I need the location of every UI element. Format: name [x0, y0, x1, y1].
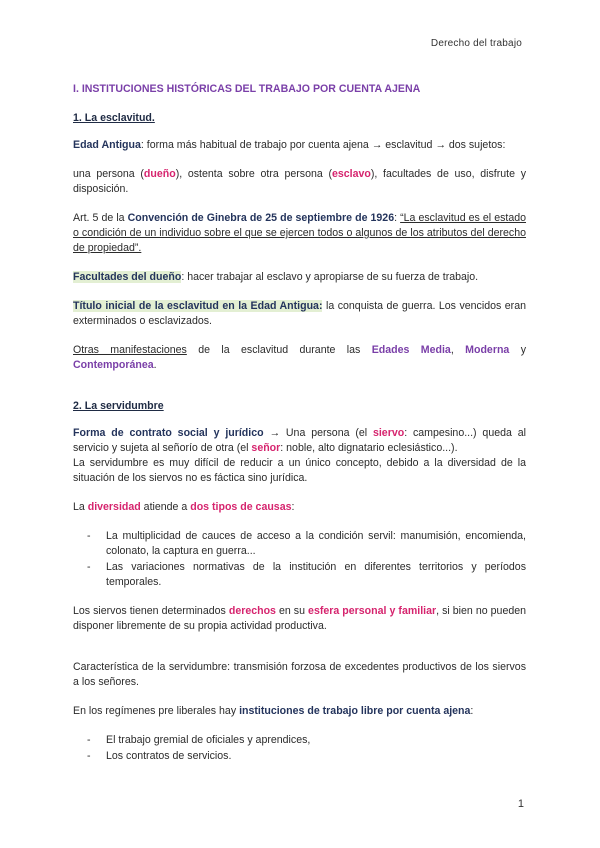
paragraph-edad-antigua: Edad Antigua: forma más habitual de trabajo por cuenta ajena → esclavitud → dos sujetos:: [73, 139, 506, 151]
term-diversidad: diversidad: [87, 501, 141, 513]
instituciones-list: [73, 733, 526, 764]
term-esclavo: esclavo: [332, 168, 371, 180]
paragraph-titulo-inicial: Título inicial de la esclavitud en la Edad Antigua: la conquista de guerra. Los vencidos eran exterminados o esclavizados.: [73, 300, 526, 327]
list-item: - Las variaciones normativas de la institución en diferentes territorios y períodos temporales.: [73, 560, 526, 590]
chapter-title: I. INSTITUCIONES HISTÓRICAS DEL TRABAJO POR CUENTA AJENA: [73, 83, 421, 95]
paragraph-convencion: Art. 5 de la Convención de Ginebra de 25 de septiembre de 1926: “La esclavitud es el estado o condición de un individuo sobre el que se ejercen todos o algunos de los atributos del derecho de propiedad”.: [73, 212, 527, 254]
term-dueno: dueño: [143, 168, 176, 180]
paragraph-forma-contrato: Forma de contrato social y jurídico → Una persona (el siervo: campesino...) queda al servicio y sujeta al señorío de otra (el señor: noble, alto dignatario eclesiástico...).: [73, 427, 526, 454]
paragraph-tipos-causas: La diversidad atiende a dos tipos de causas:: [73, 501, 295, 513]
section-heading-esclavitud: 1. La esclavitud.: [73, 112, 155, 124]
section-heading-servidumbre: 2. La servidumbre: [73, 400, 164, 412]
term-facultades: Facultades del dueño: [73, 271, 182, 283]
paragraph-regimenes: En los regímenes pre liberales hay instituciones de trabajo libre por cuenta ajena:: [73, 705, 474, 717]
term-forma-contrato: Forma de contrato social y jurídico: [73, 427, 264, 439]
term-titulo-inicial: Título inicial de la esclavitud en la Edad Antigua:: [73, 300, 323, 312]
paragraph-sujetos: una persona (dueño), ostenta sobre otra persona (esclavo), facultades de uso, disfrute y disposición.: [73, 168, 527, 195]
page-content: [73, 82, 526, 765]
paragraph-otras-manifestaciones: Otras manifestaciones de la esclavitud durante las Edades Media, Moderna y Contemporánea.: [73, 344, 526, 371]
term-edad-antigua: Edad Antigua: [73, 139, 141, 151]
page-number: 1: [517, 798, 524, 810]
paragraph-diversidad-concepto: La servidumbre es muy difícil de reducir a un único concepto, debido a la diversidad de la situación de los siervos no es fáctica sino jurídica.: [73, 457, 526, 484]
term-dos-tipos: dos tipos de causas: [190, 501, 292, 513]
paragraph-facultades: Facultades del dueño: hacer trabajar al esclavo y apropiarse de su fuerza de trabajo.: [73, 271, 479, 283]
term-esfera: esfera personal y familiar: [308, 605, 437, 617]
paragraph-derechos: Los siervos tienen determinados derechos en su esfera personal y familiar, si bien no pueden disponer libremente de su propia actividad productiva.: [73, 605, 527, 632]
paragraph-caracteristica: Característica de la servidumbre: transmisión forzosa de excedentes productivos de los siervos a los señores.: [73, 661, 526, 688]
term-convencion: Convención de Ginebra de 25 de septiembre de 1926: [127, 212, 395, 224]
list-item: - El trabajo gremial de oficiales y aprendices,: [73, 733, 526, 748]
definition-quote: “La esclavitud es el estado o condición de un individuo sobre el que se ejercen todos o algunos de los atributos del derecho de propiedad”.: [73, 212, 527, 254]
term-siervo: siervo: [372, 427, 405, 439]
otras-manifestaciones-link: Otras manifestaciones: [73, 344, 187, 356]
list-item: - Los contratos de servicios.: [73, 749, 526, 764]
term-senor: señor: [251, 442, 281, 454]
causes-list: [73, 529, 526, 590]
term-instituciones: instituciones de trabajo libre por cuenta ajena: [239, 705, 471, 717]
running-header: Derecho del trabajo: [430, 38, 522, 49]
term-derechos: derechos: [228, 605, 276, 617]
list-item: - La multiplicidad de cauces de acceso a la condición servil: manumisión, encomienda, colonato, la captura en guerra...: [73, 529, 526, 559]
